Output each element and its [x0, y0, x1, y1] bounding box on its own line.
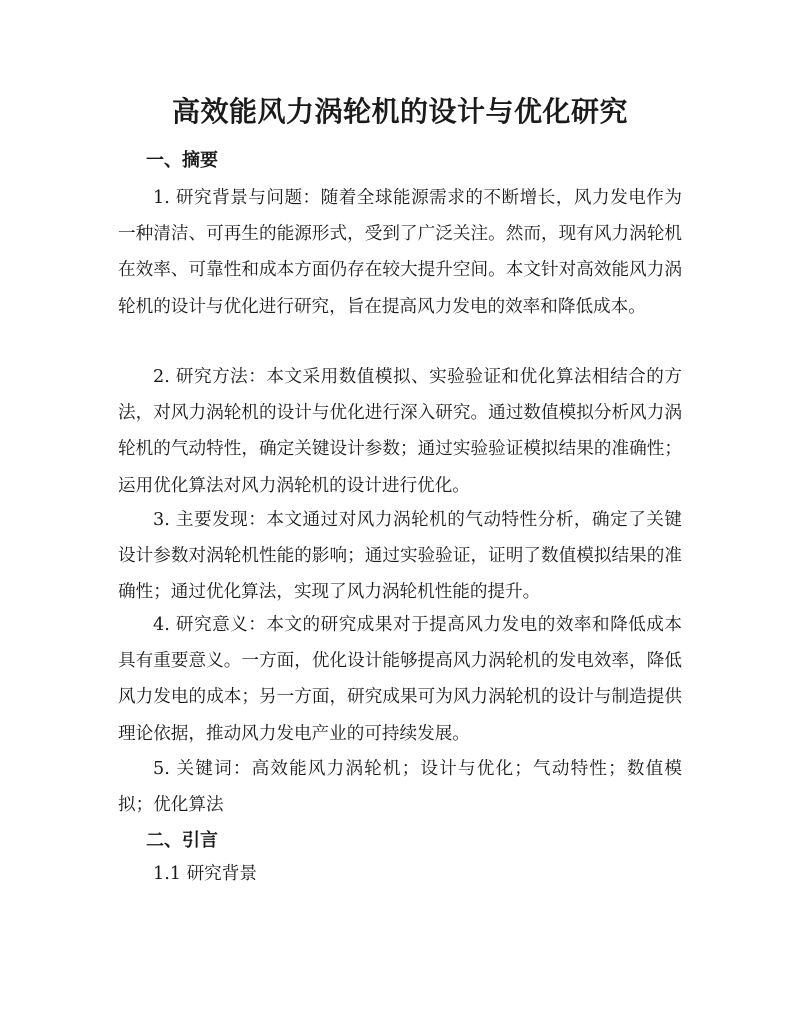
abstract-paragraph-keywords: 5. 关键词：高效能风力涡轮机；设计与优化；气动特性；数值模拟；优化算法 — [118, 759, 682, 816]
abstract-paragraph-findings: 3. 主要发现：本文通过对风力涡轮机的气动特性分析，确定了关键设计参数对涡轮机性能的影响；通过实验验证，证明了数值模拟结果的准确性；通过优化算法，实现了风力涡轮机性能的提升。 — [118, 510, 682, 603]
document-title: 高效能风力涡轮机的设计与优化研究 — [171, 95, 628, 128]
abstract-paragraph-significance: 4. 研究意义：本文的研究成果对于提高风力发电的效率和降低成本具有重要意义。一方面，优化设计能够提高风力涡轮机的发电效率，降低风力发电的成本；另一方面，研究成果可为风力涡轮机的设计与制造提供理论依据，推动风力发电产业的可持续发展。 — [118, 615, 682, 744]
section-heading-abstract: 一、摘要 — [146, 150, 218, 171]
section-heading-introduction: 二、引言 — [146, 830, 218, 851]
subsection-heading-research-background: 1.1 研究背景 — [153, 864, 257, 884]
abstract-paragraph-background: 1. 研究背景与问题：随着全球能源需求的不断增长，风力发电作为一种清洁、可再生的能源形式，受到了广泛关注。然而，现有风力涡轮机在效率、可靠性和成本方面仍存在较大提升空间。本文针对高效能风力涡轮机的设计与优化进行研究，旨在提高风力发电的效率和降低成本。 — [118, 188, 682, 317]
abstract-paragraph-methods: 2. 研究方法：本文采用数值模拟、实验验证和优化算法相结合的方法，对风力涡轮机的设计与优化进行深入研究。通过数值模拟分析风力涡轮机的气动特性，确定关键设计参数；通过实验验证模拟结果的准确性；运用优化算法对风力涡轮机的设计进行优化。 — [118, 367, 682, 496]
